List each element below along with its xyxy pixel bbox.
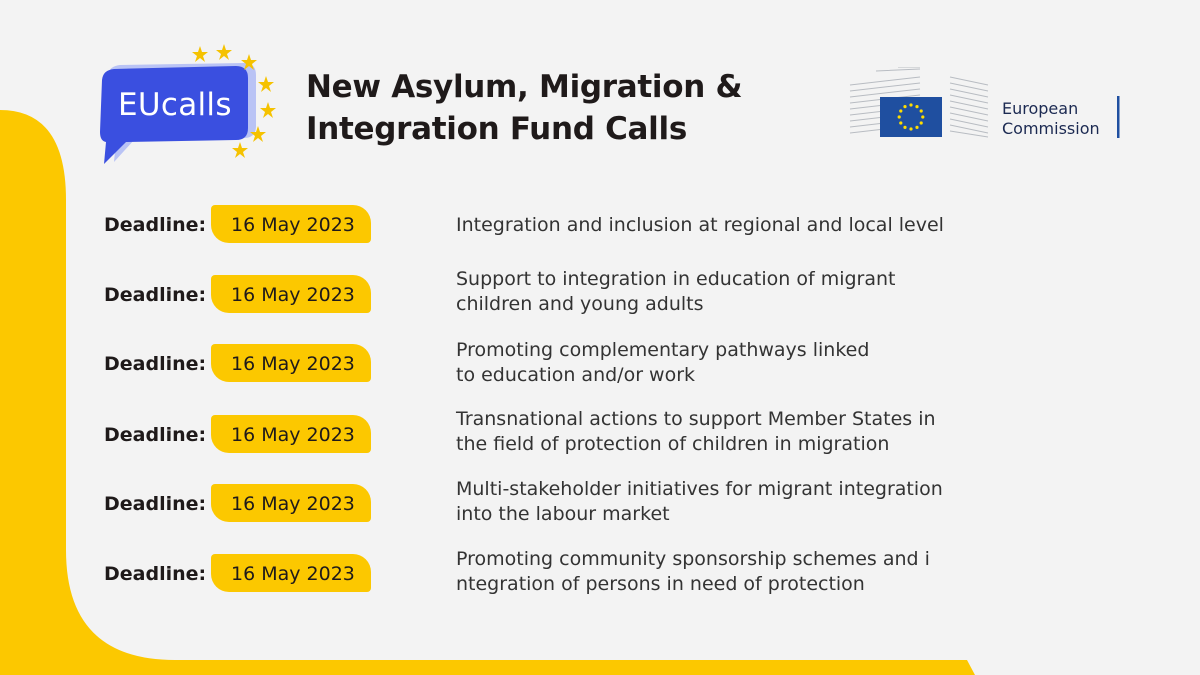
deadline-date: 16 May 2023: [231, 563, 355, 585]
call-row: [0, 408, 1200, 474]
call-description: Transnational actions to support Member States in the field of protection of children in migration: [456, 408, 936, 455]
deadline-date: 16 May 2023: [231, 214, 355, 236]
deadline-label: Deadline:: [104, 353, 207, 375]
call-row: [0, 268, 1200, 334]
ec-wordmark: [1002, 99, 1100, 139]
deadline-date: 16 May 2023: [231, 493, 355, 515]
deadline-label: Deadline:: [104, 214, 207, 236]
eu-flag: [880, 97, 942, 137]
deadline-label: Deadline:: [104, 563, 207, 585]
call-description: Support to integration in education of migrant children and young adults: [456, 268, 896, 315]
call-description: Promoting community sponsorship schemes and i ntegration of persons in need of protection: [456, 548, 930, 595]
title-line-2: Integration Fund Calls: [306, 111, 687, 147]
deadline-label: Deadline:: [104, 493, 207, 515]
call-row: [0, 204, 1200, 264]
logo-text: EUcalls: [118, 87, 232, 123]
call-description: Promoting complementary pathways linked to education and/or work: [456, 339, 870, 386]
call-description: Multi-stakeholder initiatives for migrant integration into the labour market: [456, 478, 943, 525]
deadline-date: 16 May 2023: [231, 353, 355, 375]
deadline-label: Deadline:: [104, 284, 207, 306]
deadline-date: 16 May 2023: [231, 424, 355, 446]
call-description: Integration and inclusion at regional and local level: [456, 214, 944, 236]
call-row: [0, 548, 1200, 613]
deadline-date: 16 May 2023: [231, 284, 355, 306]
deadline-label: Deadline:: [104, 424, 207, 446]
ec-line-1: European: [1002, 99, 1079, 118]
call-row: [0, 339, 1200, 403]
page-title: [306, 66, 742, 150]
call-row: [0, 478, 1200, 543]
title-line-1: New Asylum, Migration &: [306, 69, 743, 105]
ec-line-2: Commission: [1002, 119, 1100, 138]
